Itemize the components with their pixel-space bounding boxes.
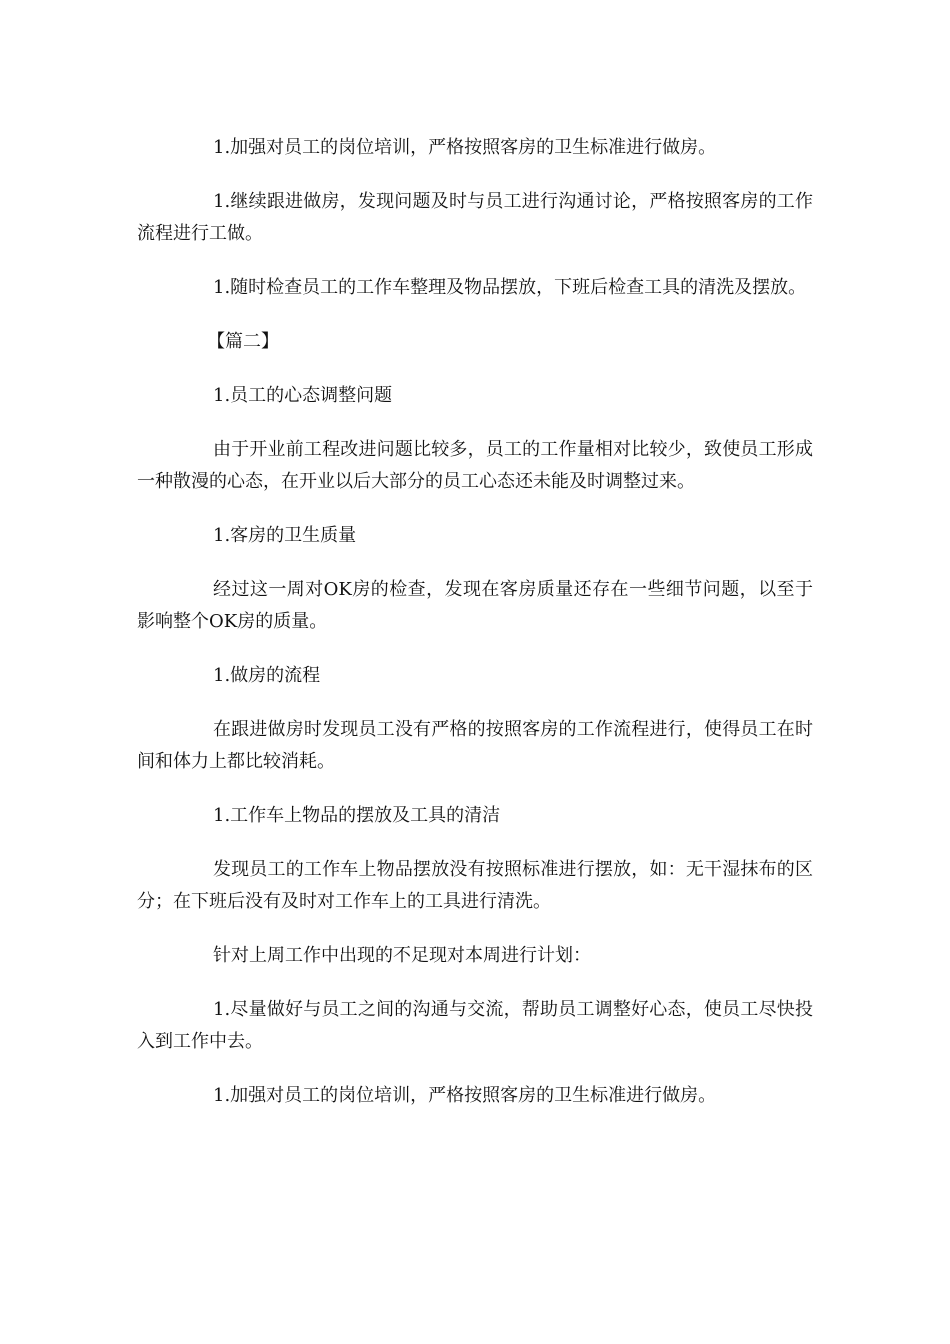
- paragraph: 1.继续跟进做房，发现问题及时与员工进行沟通讨论，严格按照客房的工作流程进行工做。: [137, 191, 813, 244]
- paragraph: 1.做房的流程: [213, 665, 321, 686]
- paragraph: 1.员工的心态调整问题: [213, 385, 393, 406]
- paragraph: 由于开业前工程改进问题比较多，员工的工作量相对比较少，致使员工形成一种散漫的心态，在开业以后大部分的员工心态还未能及时调整过来。: [137, 439, 813, 492]
- paragraph: 在跟进做房时发现员工没有严格的按照客房的工作流程进行，使得员工在时间和体力上都比较消耗。: [137, 719, 813, 772]
- paragraph: 1.工作车上物品的摆放及工具的清洁: [213, 805, 501, 826]
- paragraph: 经过这一周对OK房的检查，发现在客房质量还存在一些细节问题，以至于影响整个OK房的质量。: [137, 579, 813, 632]
- paragraph: 1.尽量做好与员工之间的沟通与交流，帮助员工调整好心态，使员工尽快投入到工作中去。: [137, 999, 813, 1052]
- paragraph: 1.加强对员工的岗位培训，严格按照客房的卫生标准进行做房。: [213, 1085, 717, 1106]
- paragraph: 1.随时检查员工的工作车整理及物品摆放，下班后检查工具的清洗及摆放。: [213, 277, 807, 298]
- section-heading: 【篇二】: [207, 331, 279, 352]
- paragraph: 针对上周工作中出现的不足现对本周进行计划：: [213, 945, 591, 966]
- paragraph: 1.加强对员工的岗位培训，严格按照客房的卫生标准进行做房。: [213, 137, 717, 158]
- paragraph: 1.客房的卫生质量: [213, 525, 357, 546]
- document-body: [137, 132, 813, 1134]
- paragraph: 发现员工的工作车上物品摆放没有按照标准进行摆放，如：无干湿抹布的区分；在下班后没有及时对工作车上的工具进行清洗。: [137, 859, 813, 912]
